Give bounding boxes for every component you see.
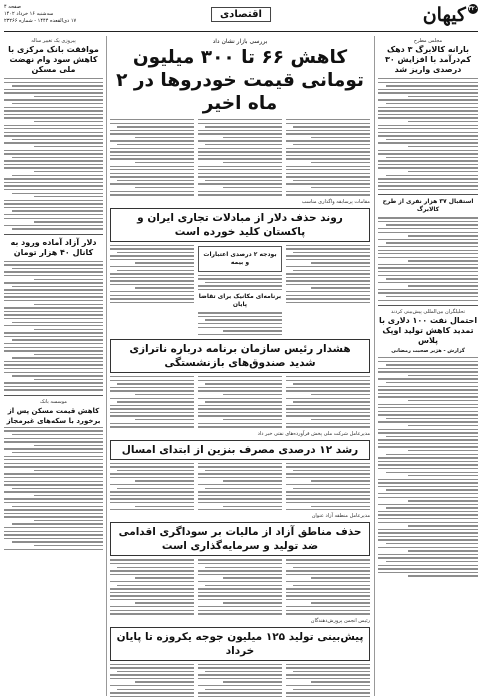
band-1-title: روند حذف دلار از مبادلات تجاری ایران و پاکستان کلید خورده است	[137, 211, 343, 238]
band-5-kicker: رئیس انجمن پرورش‌دهندگان	[310, 617, 370, 624]
band-2	[110, 339, 370, 373]
newspaper-logo	[423, 4, 478, 26]
issue-info	[4, 4, 76, 25]
inner-box-a	[198, 246, 282, 272]
story-6-body	[110, 663, 370, 699]
page-label: صفحه ۴	[4, 4, 21, 10]
left-subheadline: دلار آزاد آماده ورود به کانال ۴۰ هزار تومان	[10, 237, 97, 257]
band-3-title: رشد ۱۲ درصدی مصرف بنزین از ابتدای امسال	[121, 443, 359, 456]
band-1-kicker: مقامات پرسابقه واگذاری مناسب	[301, 198, 370, 205]
center-area	[110, 36, 370, 696]
story-2-body	[110, 244, 370, 337]
left-headline-2: کاهش قیمت مسکن پس از برخورد با سکه‌های غیرمجاز	[6, 406, 101, 425]
band-1	[110, 208, 370, 242]
band-4	[110, 522, 370, 556]
inner-box-b-title: برنامه‌ای مکانیک برای تقاضا پایان	[198, 293, 282, 309]
left-body-1	[4, 77, 103, 231]
band-5	[110, 627, 370, 661]
left-kicker: پیروزی یک تغییر ساله	[31, 38, 76, 44]
band-4-kicker: مدیرعامل منطقه آزاد عنوان	[311, 513, 370, 520]
logo-badge: ۱۳۲۰	[465, 5, 478, 12]
band-3	[110, 440, 370, 460]
band-4-title: حذف مناطق آزاد از مالیات بر سوداگری اقدامی ضد تولید و سرمایه‌گذاری است	[118, 526, 362, 553]
band-5-title: پیش‌بینی تولید ۱۲۵ میلیون جوجه یکروزه تا پایان خرداد	[116, 630, 364, 657]
main-headline: کاهش ۶۶ تا ۳۰۰ میلیون تومانی قیمت خودروها در ۲ ماه اخیر	[116, 47, 364, 114]
left-body-2	[4, 260, 103, 392]
issue-line: ۱۷ ذی‌القعده ۱۴۴۴ - شماره ۲۳۲۶۶	[4, 18, 77, 24]
main-kicker: بررسی بازار نشان داد	[212, 38, 268, 45]
right-kicker: مجلس مطرح	[413, 38, 443, 44]
left-body-3	[4, 426, 103, 551]
main-story-body	[110, 118, 370, 197]
band-3-kicker: مدیرعامل شرکت ملی پخش فرآورده‌های نفتی خبر داد	[257, 430, 370, 437]
story-5-body	[110, 558, 370, 615]
page-header	[4, 2, 478, 32]
left-column	[4, 36, 107, 696]
date-line: سه‌شنبه ۱۶ خرداد ۱۴۰۲	[4, 11, 54, 17]
story-4-body	[110, 462, 370, 512]
band-2-title: هشدار رئیس سازمان برنامه درباره ناترازی شدید صندوق‌های بازنشستگی	[129, 343, 351, 370]
right-headline: بارانه کالابرگ ۳ دهک کم‌درآمد با افزایش ۳۰ درصدی واریز شد	[384, 45, 472, 74]
inner-box-a-title: بودجه ۲ درصدی اعتبارات و بیمه	[203, 250, 277, 266]
right-body-2	[378, 216, 478, 302]
logo-text: کیهان	[422, 4, 466, 26]
right-body-1	[378, 77, 478, 191]
right-subheadline: استقبال ۳۷ هزار نفری از طرح کالابرگ	[382, 198, 474, 214]
section-title: اقتصادی	[211, 7, 271, 22]
left-kicker-2: موسسه بانک	[40, 398, 67, 405]
story-3-body	[110, 375, 370, 428]
right-body-3	[378, 356, 478, 578]
right-byline: گزارش - هژیر صحبت رمضانی	[391, 348, 465, 354]
right-kicker-2: تحلیلگران بین‌المللی پیش‌بینی کردند	[390, 309, 465, 315]
left-headline: موافقت بانک مرکزی با کاهش سود وام نهضت ملی مسکن	[8, 45, 99, 74]
right-headline-2: احتمال نفت ۱۰۰ دلاری با تمدید کاهش تولید اوپک پلاس	[378, 316, 478, 345]
right-column	[374, 36, 478, 696]
